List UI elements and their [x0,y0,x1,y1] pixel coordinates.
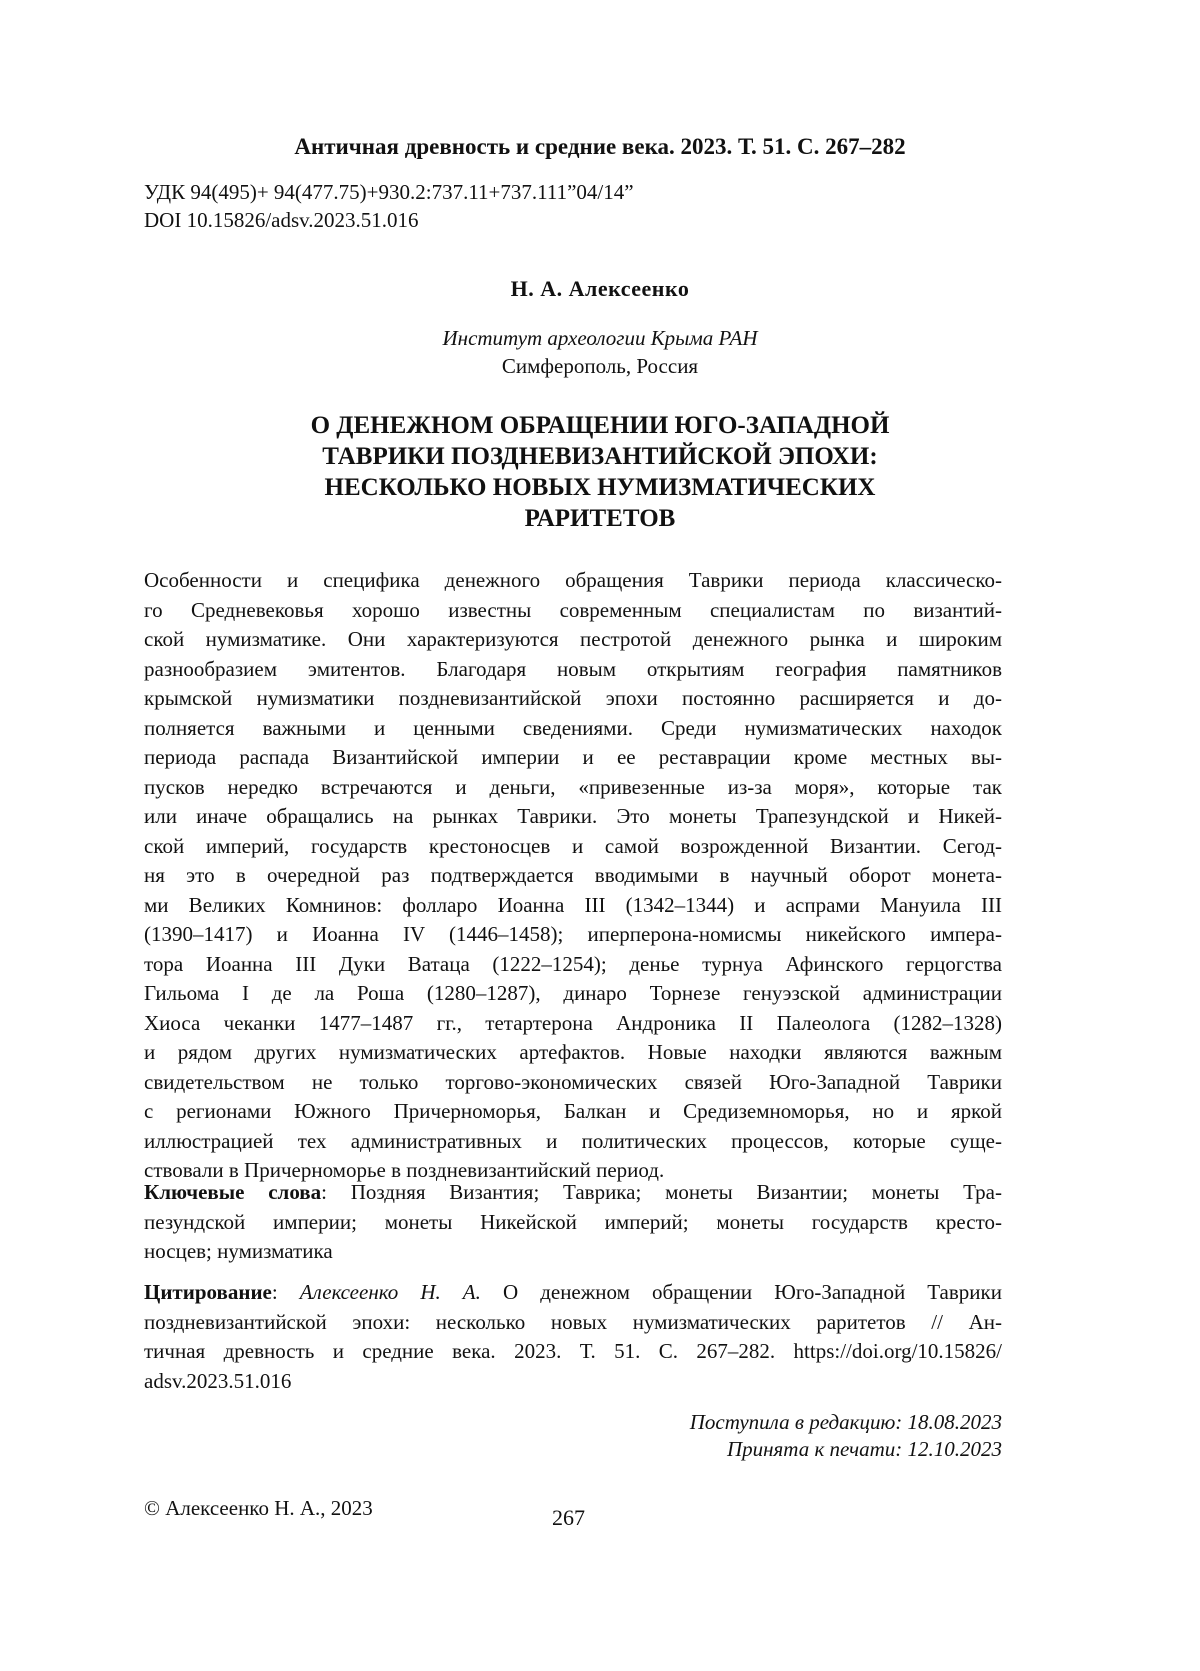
abstract-line: ствовали в Причерноморье в поздневизантийский период. [144,1156,1002,1186]
abstract-line: полняется важными и ценными сведениями. Среди нумизматических находок [144,714,1002,744]
abstract-line: Особенности и специфика денежного обращения Таврики периода классическо- [144,566,1002,596]
abstract-line: пусков нередко встречаются и деньги, «привезенные из-за моря», которые так [144,773,1002,803]
author-institute: Институт археологии Крыма РАН [0,326,1200,351]
abstract-line: разнообразием эмитентов. Благодаря новым открытиям география памятников [144,655,1002,685]
abstract-line: ской империй, государств крестоносцев и самой возрожденной Византии. Сегод- [144,832,1002,862]
abstract-line: тора Иоанна III Дуки Ватаца (1222–1254); денье турнуа Афинского герцогства [144,950,1002,980]
keywords-line: : Поздняя Византия; Таврика; монеты Византии; монеты Тра- [321,1180,1002,1204]
abstract-line: иллюстрацией тех административных и политических процессов, которые суще- [144,1127,1002,1157]
citation-line[interactable]: adsv.2023.51.016 [144,1367,1002,1397]
abstract-line: с регионами Южного Причерноморья, Балкан и Средиземноморья, но и яркой [144,1097,1002,1127]
abstract-line: свидетельством не только торгово-экономических связей Юго-Западной Таврики [144,1068,1002,1098]
abstract-line: Хиоса чеканки 1477–1487 гг., тетартерона Андроника II Палеолога (1282–1328) [144,1009,1002,1039]
abstract-line: крымской нумизматики поздневизантийской эпохи постоянно расширяется и до- [144,684,1002,714]
keywords-line: пезундской империи; монеты Никейской империй; монеты государств кресто- [144,1208,1002,1238]
page-number: 267 [552,1505,585,1531]
received-date: Поступила в редакцию: 18.08.2023 [0,1410,1002,1435]
abstract-line: ми Великих Комнинов: фолларо Иоанна III (1342–1344) и аспрами Мануила III [144,891,1002,921]
abstract-line: (1390–1417) и Иоанна IV (1446–1458); иперперона-номисмы никейского импера- [144,920,1002,950]
abstract-line: периода распада Византийской империи и ее реставрации кроме местных вы- [144,743,1002,773]
citation-line: О денежном обращении Юго-Западной Таврики [481,1280,1002,1304]
abstract-line: ня это в очередной раз подтверждается вводимыми в научный оборот монета- [144,861,1002,891]
title-line: О ДЕНЕЖНОМ ОБРАЩЕНИИ ЮГО-ЗАПАДНОЙ [0,410,1200,441]
citation-author: Алексеенко Н. А. [300,1280,481,1304]
abstract [144,566,1002,1186]
accepted-date: Принята к печати: 12.10.2023 [0,1437,1002,1462]
article-title [0,410,1200,534]
copyright: © Алексеенко Н. А., 2023 [144,1496,373,1521]
doi: DOI 10.15826/adsv.2023.51.016 [144,208,419,233]
author-name: Н. А. Алексеенко [0,276,1200,302]
keywords [144,1178,1002,1267]
title-line: РАРИТЕТОВ [0,503,1200,534]
abstract-line: и рядом других нумизматических артефактов. Новые находки являются важным [144,1038,1002,1068]
keywords-label: Ключевые слова [144,1180,321,1204]
author-city: Симферополь, Россия [0,354,1200,379]
udk-code: УДК 94(495)+ 94(477.75)+930.2:737.11+737.111”04/14” [144,180,634,205]
abstract-line: го Средневековья хорошо известны современным специалистам по византий- [144,596,1002,626]
title-line: ТАВРИКИ ПОЗДНЕВИЗАНТИЙСКОЙ ЭПОХИ: [0,441,1200,472]
citation-line[interactable]: тичная древность и средние века. 2023. Т. 51. С. 267–282. https://doi.org/10.15826/ [144,1337,1002,1367]
journal-header: Античная древность и средние века. 2023. Т. 51. С. 267–282 [0,134,1200,160]
abstract-line: ской нумизматике. Они характеризуются пестротой денежного рынка и широким [144,625,1002,655]
keywords-line: носцев; нумизматика [144,1237,1002,1267]
abstract-line: Гильома I де ла Роша (1280–1287), динаро Торнезе генуэзской администрации [144,979,1002,1009]
citation-label: Цитирование [144,1280,272,1304]
citation: Цитирование: Алексеенко Н. А. О денежном обращении Юго-Западной Таврики поздневизантийской эпохи: несколько новых нумизматических раритетов // Ан- тичная древность и средние века. 2023. Т. 51. С. 267–282. https://doi.org/10.15826/ adsv.2023.51.016 [144,1278,1002,1396]
title-line: НЕСКОЛЬКО НОВЫХ НУМИЗМАТИЧЕСКИХ [0,472,1200,503]
citation-line: поздневизантийской эпохи: несколько новых нумизматических раритетов // Ан- [144,1308,1002,1338]
abstract-line: или иначе обращались на рынках Таврики. Это монеты Трапезундской и Никей- [144,802,1002,832]
